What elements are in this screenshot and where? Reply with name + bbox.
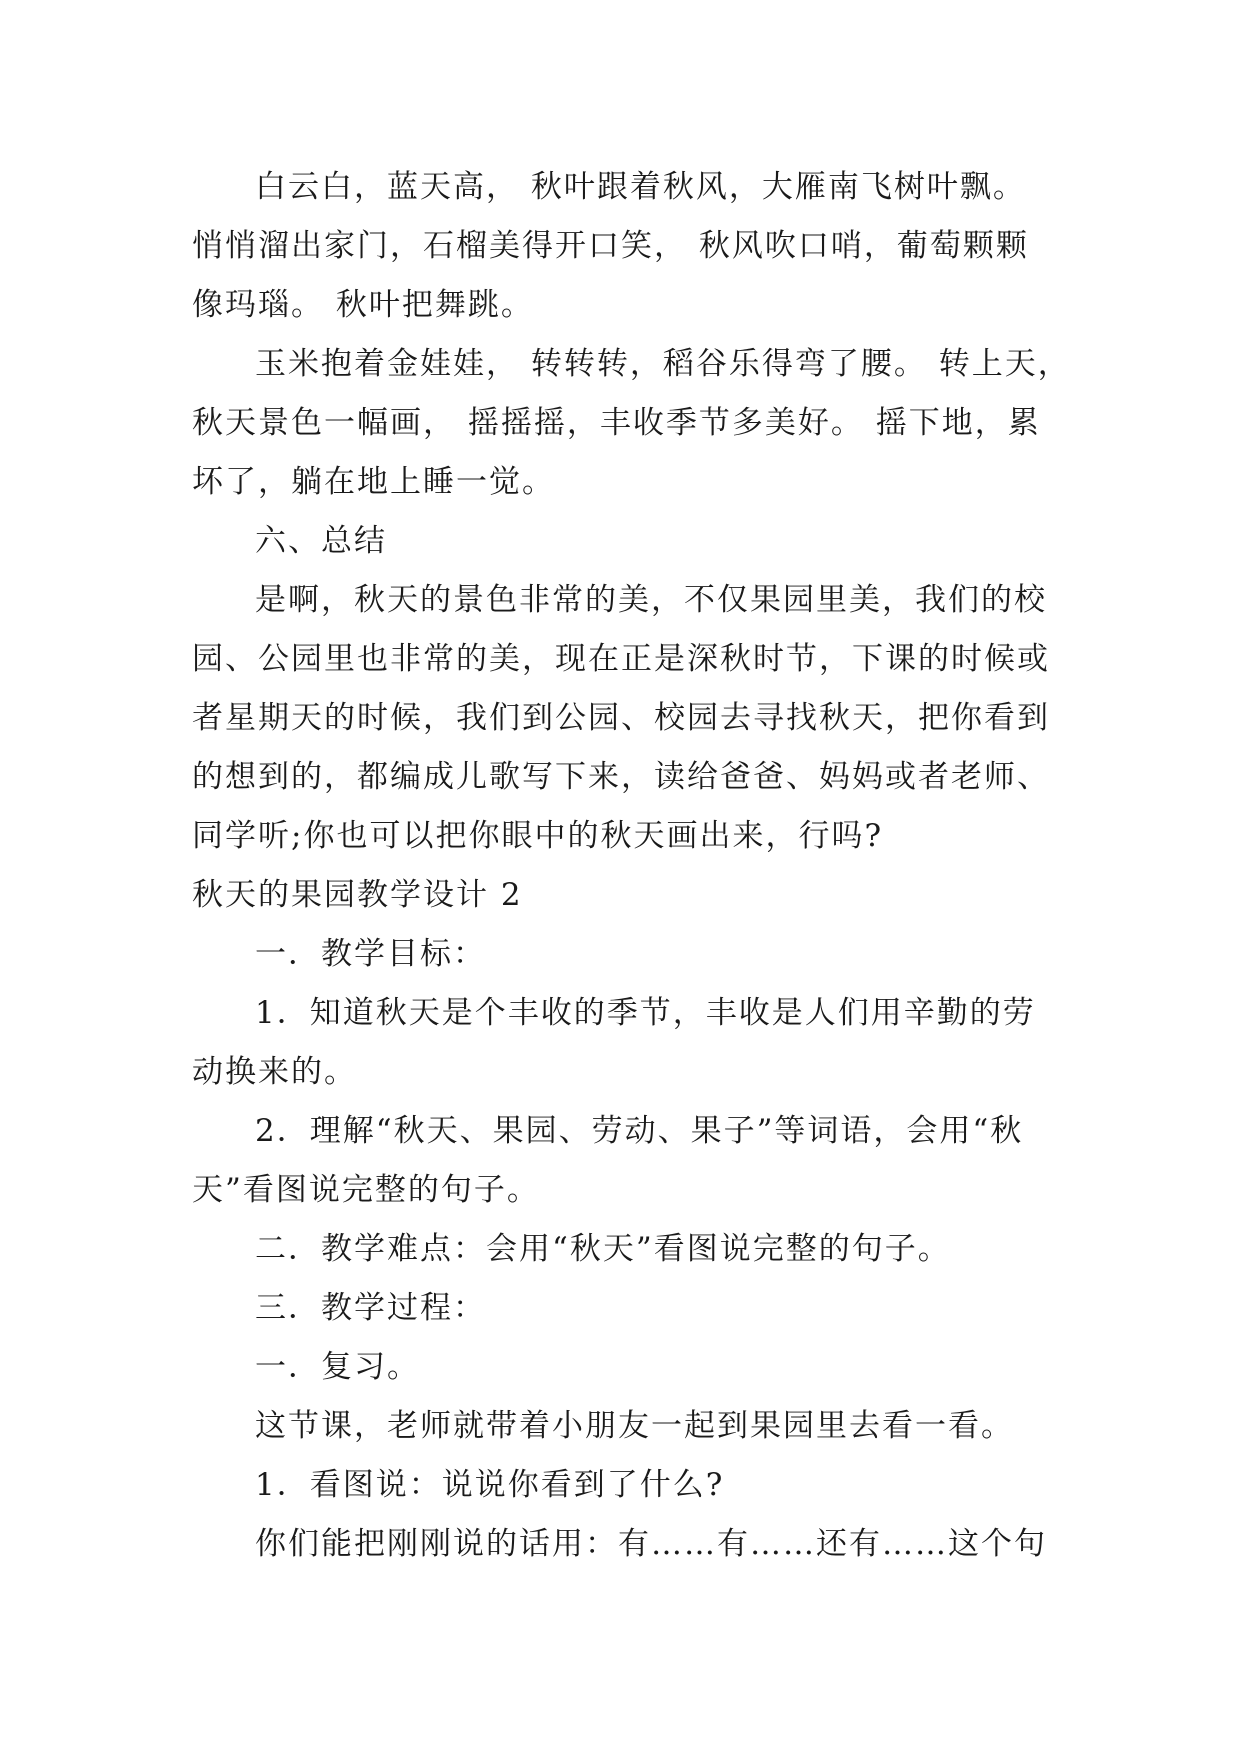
paragraph-line: 1．看图说：说说你看到了什么?: [255, 1467, 725, 1503]
poem-line: 秋天景色一幅画， 摇摇摇，丰收季节多美好。 摇下地，累: [192, 405, 1041, 441]
poem-line: 玉米抱着金娃娃， 转转转，稻谷乐得弯了腰。 转上天，: [255, 346, 1071, 382]
paragraph-line: 动换来的。: [192, 1054, 357, 1090]
section-heading: 一．教学目标：: [255, 936, 486, 972]
paragraph-line: 同学听;你也可以把你眼中的秋天画出来，行吗?: [192, 818, 884, 854]
section-heading: 三．教学过程：: [255, 1290, 486, 1326]
poem-line: 像玛瑙。 秋叶把舞跳。: [192, 287, 534, 323]
document-body: [192, 158, 1071, 1574]
poem-line: 白云白，蓝天高， 秋叶跟着秋风，大雁南飞树叶飘。: [255, 169, 1026, 205]
poem-line: 悄悄溜出家门，石榴美得开口笑， 秋风吹口哨，葡萄颗颗: [192, 228, 1029, 264]
paragraph-line: 这节课，老师就带着小朋友一起到果园里去看一看。: [255, 1408, 1014, 1444]
paragraph-line: 你们能把刚刚说的话用：有……有……还有……这个句: [255, 1526, 1047, 1562]
section-heading: 一．复习。: [255, 1349, 420, 1385]
paragraph-line: 是啊，秋天的景色非常的美，不仅果园里美，我们的校: [255, 582, 1047, 618]
paragraph-line: 园、公园里也非常的美，现在正是深秋时节，下课的时候或: [192, 641, 1050, 677]
paragraph-line: 2．理解“秋天、果园、劳动、果子”等词语，会用“秋: [255, 1113, 1024, 1149]
section-heading: 六、总结: [255, 523, 387, 559]
document-title: 秋天的果园教学设计 2: [192, 877, 523, 913]
paragraph-line: 者星期天的时候，我们到公园、校园去寻找秋天，把你看到: [192, 700, 1050, 736]
paragraph-line: 的想到的，都编成儿歌写下来，读给爸爸、妈妈或者老师、: [192, 759, 1050, 795]
paragraph-line: 天”看图说完整的句子。: [192, 1172, 540, 1208]
poem-line: 坏了，躺在地上睡一觉。: [192, 464, 555, 500]
section-heading: 二．教学难点：会用“秋天”看图说完整的句子。: [255, 1231, 951, 1267]
paragraph-line: 1．知道秋天是个丰收的季节，丰收是人们用辛勤的劳: [255, 995, 1036, 1031]
